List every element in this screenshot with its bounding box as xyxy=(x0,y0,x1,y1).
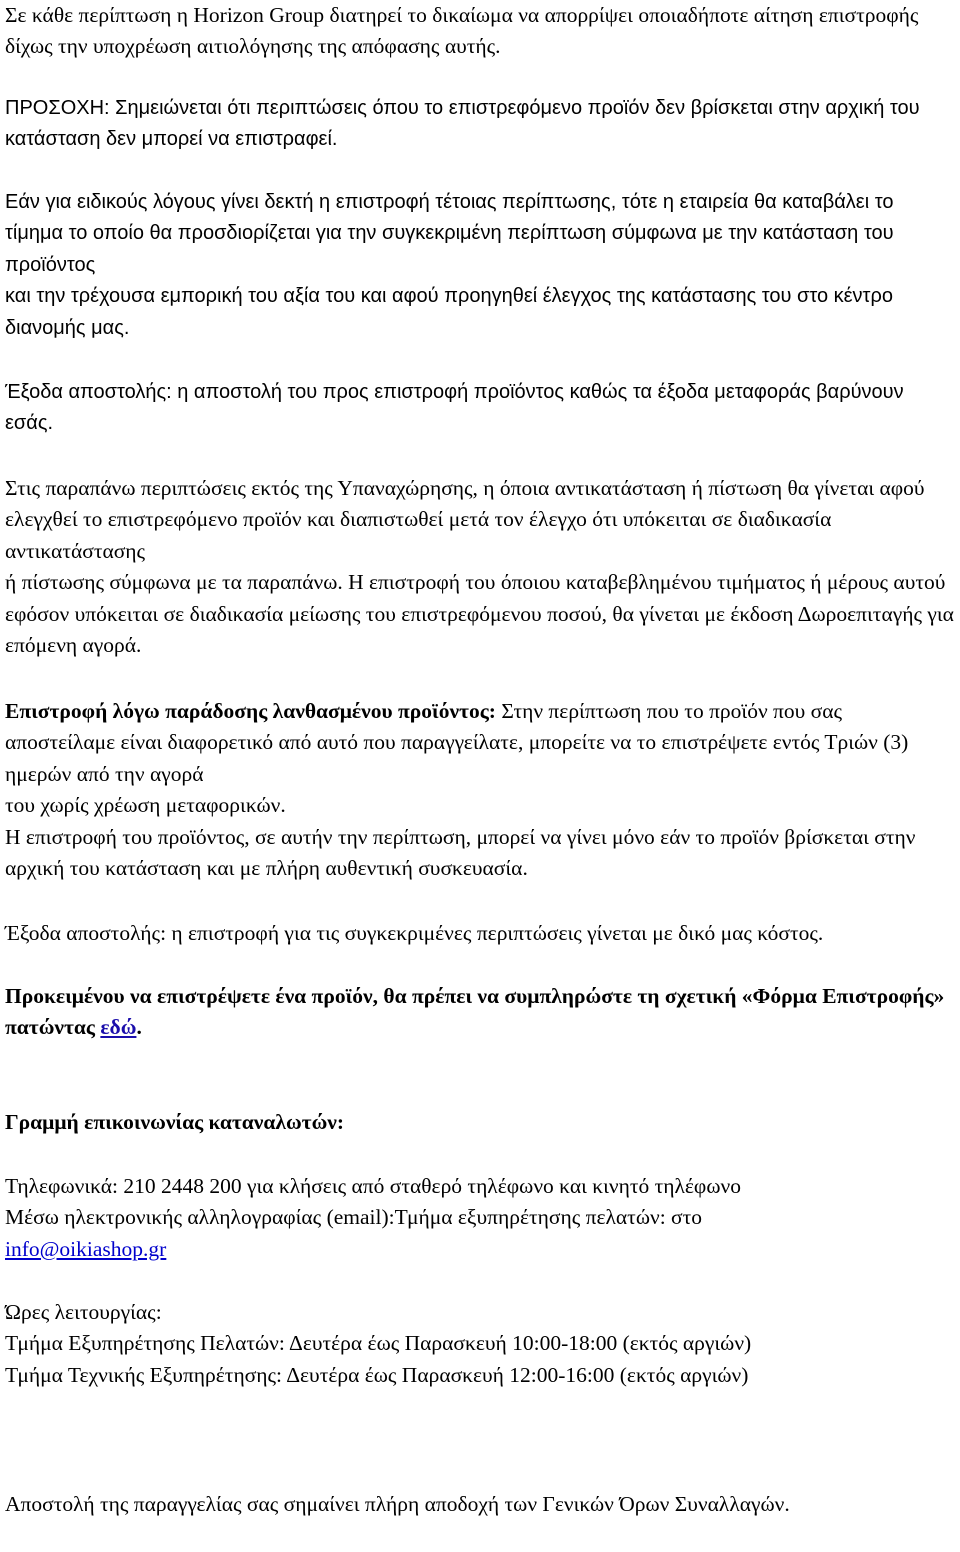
hours-heading: Ώρες λειτουργίας: xyxy=(5,1300,162,1324)
contact-heading xyxy=(5,1107,957,1138)
special-acceptance-line-2: και την τρέχουσα εμπορική του αξία του και αφού προηγηθεί έλεγχος της κατάστασης του στο κέντρο διανομής μας. xyxy=(5,285,893,339)
replacement-credit-line-1: Στις παραπάνω περιπτώσεις εκτός της Υπαναχώρησης, η όποια αντικατάσταση ή πίστωση θα γίνεται αφού ελεγχθεί το επιστρεφόμενο προϊόν και διαπιστωθεί μετά τον έλεγχο ότι υπόκειται σε διαδικασία αντικατάστασης xyxy=(5,476,925,563)
special-acceptance-line-1: Εάν για ειδικούς λόγους γίνει δεκτή η επιστροφή τέτοιας περίπτωσης, τότε η εταιρεία θα καταβάλει το τίμημα το οποίο θα προσδιορίζεται για την συγκεκριμένη περίπτωση σύμφωνα με την κατάσταση του προϊόντος xyxy=(5,191,894,276)
final-terms-note: Αποστολή της παραγγελίας σας σημαίνει πλήρη αποδοχή των Γενικών Όρων Συναλλαγών. xyxy=(5,1492,790,1516)
contact-phone: Τηλεφωνικά: 210 2448 200 για κλήσεις από σταθερό τηλέφωνο και κινητό τηλέφωνο xyxy=(5,1174,741,1198)
return-form-link[interactable]: εδώ xyxy=(100,1015,137,1040)
replacement-credit-line-2: ή πίστωσης σύμφωνα με τα παραπάνω. Η επιστροφή του όποιου καταβεβλημένου τιμήματος ή μέρους αυτού εφόσον υπόκειται σε διαδικασία μείωσης του επιστρεφόμενου ποσού, θα γίνεται με έκδοση Δωροεπιταγής για επόμενη αγορά. xyxy=(5,570,954,658)
contact-heading-text: Γραμμή επικοινωνίας καταναλωτών: xyxy=(5,1110,345,1134)
paragraph-special-acceptance xyxy=(5,187,957,344)
hours-technical-service: Τμήμα Τεχνικής Εξυπηρέτησης: Δευτέρα έως Παρασκευή 12:00-16:00 (εκτός αργιών) xyxy=(5,1362,749,1387)
contact-block xyxy=(5,1171,957,1265)
contact-email-link[interactable]: info@oikiashop.gr xyxy=(5,1236,167,1261)
wrong-product-line-2: του χωρίς χρέωση μεταφορικών. xyxy=(5,793,286,818)
wrong-product-heading: Επιστροφή λόγω παράδοσης λανθασμένου προϊόντος: xyxy=(5,699,496,723)
wrong-product-line-3: Η επιστροφή του προϊόντος, σε αυτήν την περίπτωση, μπορεί να γίνει μόνο εάν το προϊόν βρίσκεται στην αρχική του κατάσταση και με πλήρη αυθεντική συσκευασία. xyxy=(5,824,916,881)
paragraph-shipping-costs-company: Έξοδα αποστολής: η επιστροφή για τις συγκεκριμένες περιπτώσεις γίνεται με δικό μας κόστος. xyxy=(5,921,824,945)
paragraph-wrong-product xyxy=(5,696,957,884)
contact-email-line: Μέσω ηλεκτρονικής αλληλογραφίας (email):Τμήμα εξυπηρέτησης πελατών: στο xyxy=(5,1205,703,1230)
return-form-period: . xyxy=(136,1015,142,1040)
paragraph-return-form xyxy=(5,981,957,1044)
wrong-product-line-1: Στην περίπτωση που το προϊόν που σας αποστείλαμε είναι διαφορετικό από αυτό που παραγγείλατε, μπορείτε να το επιστρέψετε εντός Τριών (3) ημερών από την αγορά xyxy=(5,699,909,786)
hours-block xyxy=(5,1297,957,1391)
paragraph-replacement-credit xyxy=(5,473,957,661)
paragraph-warning: ΠΡΟΣΟΧΗ: Σημειώνεται ότι περιπτώσεις όπου το επιστρεφόμενο προϊόν δεν βρίσκεται στην αρχική του κατάσταση δεν μπορεί να επιστραφεί. xyxy=(5,97,920,151)
paragraph-rejection-right: Σε κάθε περίπτωση η Horizon Group διατηρεί το δικαίωμα να απορρίψει οποιαδήποτε αίτηση επιστροφής δίχως την υποχρέωση αιτιολόγησης της απόφασης αυτής. xyxy=(5,3,919,59)
return-form-text: Προκειμένου να επιστρέψετε ένα προϊόν, θα πρέπει να συμπληρώστε τη σχετική «Φόρμα Επιστροφής» πατώντας xyxy=(5,984,945,1040)
hours-customer-service: Τμήμα Εξυπηρέτησης Πελατών: Δευτέρα έως Παρασκευή 10:00-18:00 (εκτός αργιών) xyxy=(5,1331,752,1356)
paragraph-shipping-costs-customer: Έξοδα αποστολής: η αποστολή του προς επιστροφή προϊόντος καθώς τα έξοδα μεταφοράς βαρύνουν εσάς. xyxy=(5,381,904,435)
